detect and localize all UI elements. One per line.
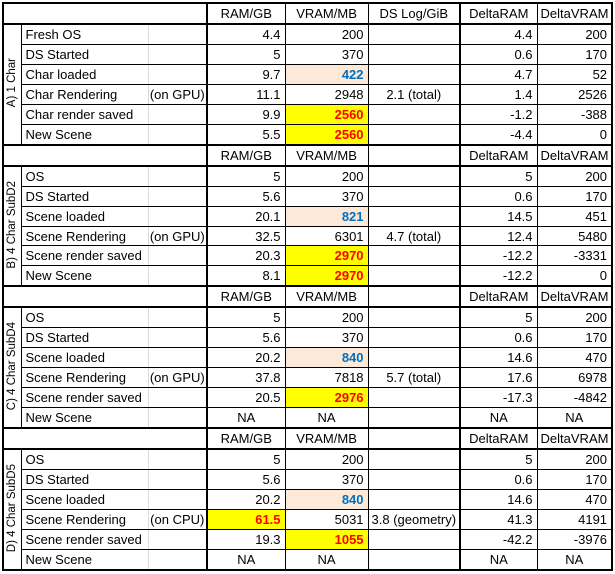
cell-dvram[interactable]: 451 <box>537 206 612 226</box>
cell-dram[interactable]: 5 <box>460 166 537 186</box>
row-label-cell[interactable]: Scene Rendering <box>21 368 148 388</box>
cell-ram[interactable]: 4.4 <box>207 24 285 44</box>
render-device-note-cell[interactable] <box>148 470 207 490</box>
cell-dram[interactable]: -1.2 <box>460 104 537 124</box>
cell-dvram[interactable]: 6978 <box>537 368 612 388</box>
render-device-note-cell[interactable] <box>148 186 207 206</box>
cell-dslog[interactable] <box>368 328 460 348</box>
section-label-cell[interactable] <box>3 307 21 428</box>
section-header-row <box>3 3 612 24</box>
col-header-vram[interactable]: VRAM/MB <box>285 286 368 307</box>
cell-dram[interactable]: 14.6 <box>460 348 537 368</box>
cell-dslog[interactable]: 2.1 (total) <box>368 84 460 104</box>
data-row <box>3 408 612 428</box>
cell-dram[interactable]: 12.4 <box>460 226 537 246</box>
cell-vram[interactable]: 2560 <box>285 104 368 124</box>
cell-dvram[interactable]: 2526 <box>537 84 612 104</box>
cell-dslog[interactable] <box>368 24 460 44</box>
cell-dram[interactable]: 41.3 <box>460 509 537 529</box>
cell-dram[interactable]: 0.6 <box>460 44 537 64</box>
cell-vram[interactable]: 200 <box>285 449 368 469</box>
cell-vram[interactable]: 422 <box>285 64 368 84</box>
cell-dslog[interactable] <box>368 166 460 186</box>
render-device-note-cell[interactable]: (on GPU) <box>148 84 207 104</box>
col-header-dvram[interactable]: DeltaVRAM <box>537 428 612 449</box>
cell-dram[interactable]: NA <box>460 408 537 428</box>
cell-dslog[interactable] <box>368 206 460 226</box>
row-label-cell[interactable]: New Scene <box>21 124 148 144</box>
cell-dslog[interactable] <box>368 124 460 144</box>
render-device-note-cell[interactable]: (on CPU) <box>148 509 207 529</box>
col-header-dslog[interactable] <box>368 145 460 166</box>
cell-dvram[interactable]: 5480 <box>537 226 612 246</box>
cell-dslog[interactable] <box>368 64 460 84</box>
data-row <box>3 470 612 490</box>
data-row <box>3 509 612 529</box>
section-label-text: D) 4 Char SubD5 <box>5 463 18 553</box>
cell-dram[interactable]: 4.4 <box>460 24 537 44</box>
render-device-note-cell[interactable] <box>148 449 207 469</box>
cell-dvram[interactable]: 0 <box>537 124 612 144</box>
cell-dvram[interactable]: NA <box>537 549 612 570</box>
cell-vram[interactable]: 200 <box>285 166 368 186</box>
render-device-note-cell[interactable] <box>148 24 207 44</box>
data-row <box>3 84 612 104</box>
cell-ram[interactable]: 20.5 <box>207 388 285 408</box>
col-header-vram[interactable]: VRAM/MB <box>285 145 368 166</box>
header-spacer-cell[interactable] <box>3 3 207 24</box>
cell-dvram[interactable]: -3331 <box>537 246 612 266</box>
cell-dvram[interactable]: 200 <box>537 24 612 44</box>
cell-dslog[interactable] <box>368 470 460 490</box>
cell-vram[interactable]: 2560 <box>285 124 368 144</box>
row-label-cell[interactable]: New Scene <box>21 408 148 428</box>
row-label-cell[interactable]: OS <box>21 449 148 469</box>
data-row <box>3 368 612 388</box>
data-row <box>3 246 612 266</box>
row-label-cell[interactable]: OS <box>21 307 148 327</box>
cell-dslog[interactable] <box>368 408 460 428</box>
render-device-note-cell[interactable] <box>148 166 207 186</box>
data-row <box>3 307 612 327</box>
section-label-text: C) 4 Char SubD4 <box>5 322 18 411</box>
row-label-cell[interactable]: Fresh OS <box>21 24 148 44</box>
cell-dvram[interactable]: 470 <box>537 348 612 368</box>
cell-dvram[interactable]: NA <box>537 408 612 428</box>
row-label-cell[interactable]: Char render saved <box>21 104 148 124</box>
cell-dslog[interactable] <box>368 449 460 469</box>
cell-dram[interactable]: 4.7 <box>460 64 537 84</box>
section-label-cell[interactable] <box>3 24 21 145</box>
col-header-dram[interactable]: DeltaRAM <box>460 145 537 166</box>
cell-vram[interactable]: NA <box>285 408 368 428</box>
render-device-note-cell[interactable] <box>148 549 207 570</box>
cell-dram[interactable]: NA <box>460 549 537 570</box>
data-row <box>3 266 612 286</box>
cell-ram[interactable]: 20.3 <box>207 246 285 266</box>
cell-dslog[interactable] <box>368 549 460 570</box>
cell-dslog[interactable] <box>368 529 460 549</box>
cell-dram[interactable]: 1.4 <box>460 84 537 104</box>
render-device-note-cell[interactable] <box>148 44 207 64</box>
cell-dram[interactable]: 14.5 <box>460 206 537 226</box>
cell-ram[interactable]: 8.1 <box>207 266 285 286</box>
cell-ram[interactable]: 9.9 <box>207 104 285 124</box>
row-label-cell[interactable]: Char loaded <box>21 64 148 84</box>
render-device-note-cell[interactable] <box>148 348 207 368</box>
render-device-note-cell[interactable] <box>148 266 207 286</box>
cell-dslog[interactable] <box>368 104 460 124</box>
cell-dram[interactable]: 17.6 <box>460 368 537 388</box>
cell-dram[interactable]: 0.6 <box>460 470 537 490</box>
data-row <box>3 328 612 348</box>
cell-vram[interactable]: 2970 <box>285 266 368 286</box>
row-label-cell[interactable]: Scene loaded <box>21 348 148 368</box>
cell-vram[interactable]: 6301 <box>285 226 368 246</box>
cell-dram[interactable]: 14.6 <box>460 489 537 509</box>
render-device-note-cell[interactable]: (on GPU) <box>148 226 207 246</box>
cell-ram[interactable]: 20.2 <box>207 489 285 509</box>
cell-ram[interactable]: 5 <box>207 449 285 469</box>
section-label-cell[interactable] <box>3 166 21 287</box>
data-row <box>3 489 612 509</box>
row-label-cell[interactable]: DS Started <box>21 44 148 64</box>
cell-vram[interactable]: 840 <box>285 348 368 368</box>
col-header-vram[interactable]: VRAM/MB <box>285 3 368 24</box>
render-device-note-cell[interactable] <box>148 489 207 509</box>
cell-dslog[interactable] <box>368 44 460 64</box>
render-device-note-cell[interactable] <box>148 388 207 408</box>
render-device-note-cell[interactable] <box>148 529 207 549</box>
render-device-note-cell[interactable] <box>148 104 207 124</box>
cell-ram[interactable]: 5.6 <box>207 186 285 206</box>
col-header-ram[interactable]: RAM/GB <box>207 145 285 166</box>
cell-vram[interactable]: 200 <box>285 307 368 327</box>
row-label-cell[interactable]: Scene render saved <box>21 246 148 266</box>
cell-dvram[interactable]: 200 <box>537 307 612 327</box>
col-header-dram[interactable]: DeltaRAM <box>460 3 537 24</box>
row-label-cell[interactable]: OS <box>21 166 148 186</box>
col-header-dslog[interactable] <box>368 286 460 307</box>
cell-dram[interactable]: 5 <box>460 307 537 327</box>
data-row <box>3 449 612 469</box>
cell-ram[interactable]: 11.1 <box>207 84 285 104</box>
cell-vram[interactable]: 821 <box>285 206 368 226</box>
row-label-cell[interactable]: DS Started <box>21 470 148 490</box>
table-body <box>3 3 612 570</box>
cell-dvram[interactable]: 200 <box>537 166 612 186</box>
row-label-cell[interactable]: Scene Rendering <box>21 226 148 246</box>
cell-ram[interactable]: 5 <box>207 166 285 186</box>
row-label-cell[interactable]: Char Rendering <box>21 84 148 104</box>
cell-dram[interactable]: 0.6 <box>460 328 537 348</box>
cell-ram[interactable]: NA <box>207 549 285 570</box>
render-device-note-cell[interactable] <box>148 124 207 144</box>
header-spacer-cell[interactable] <box>3 145 207 166</box>
cell-ram[interactable]: 61.5 <box>207 509 285 529</box>
col-header-ram[interactable]: RAM/GB <box>207 428 285 449</box>
cell-dslog[interactable]: 4.7 (total) <box>368 226 460 246</box>
row-label-cell[interactable]: Scene Rendering <box>21 509 148 529</box>
cell-vram[interactable]: 370 <box>285 328 368 348</box>
row-label-cell[interactable]: DS Started <box>21 186 148 206</box>
render-device-note-cell[interactable] <box>148 307 207 327</box>
cell-dvram[interactable]: -4842 <box>537 388 612 408</box>
section-header-row <box>3 145 612 166</box>
data-row <box>3 529 612 549</box>
col-header-dvram[interactable]: DeltaVRAM <box>537 286 612 307</box>
row-label-cell[interactable]: DS Started <box>21 328 148 348</box>
cell-dram[interactable]: -12.2 <box>460 246 537 266</box>
data-row <box>3 24 612 44</box>
col-header-dslog[interactable] <box>368 428 460 449</box>
cell-dvram[interactable]: 200 <box>537 449 612 469</box>
cell-dram[interactable]: -4.4 <box>460 124 537 144</box>
cell-vram[interactable]: 200 <box>285 24 368 44</box>
cell-ram[interactable]: 32.5 <box>207 226 285 246</box>
col-header-ram[interactable]: RAM/GB <box>207 286 285 307</box>
header-spacer-cell[interactable] <box>3 428 207 449</box>
cell-dslog[interactable] <box>368 246 460 266</box>
data-row <box>3 124 612 144</box>
row-label-cell[interactable]: Scene loaded <box>21 206 148 226</box>
section-label-cell[interactable] <box>3 449 21 570</box>
cell-ram[interactable]: 9.7 <box>207 64 285 84</box>
cell-dvram[interactable]: 470 <box>537 489 612 509</box>
cell-dslog[interactable]: 5.7 (total) <box>368 368 460 388</box>
cell-dslog[interactable] <box>368 348 460 368</box>
cell-ram[interactable]: 5 <box>207 307 285 327</box>
row-label-cell[interactable]: Scene loaded <box>21 489 148 509</box>
col-header-ram[interactable]: RAM/GB <box>207 3 285 24</box>
col-header-dvram[interactable]: DeltaVRAM <box>537 3 612 24</box>
cell-dslog[interactable] <box>368 388 460 408</box>
cell-ram[interactable]: 20.1 <box>207 206 285 226</box>
data-row <box>3 64 612 84</box>
cell-ram[interactable]: 19.3 <box>207 529 285 549</box>
cell-dvram[interactable]: 0 <box>537 266 612 286</box>
cell-ram[interactable]: 5.5 <box>207 124 285 144</box>
data-row <box>3 348 612 368</box>
cell-ram[interactable]: 5.6 <box>207 470 285 490</box>
col-header-dslog[interactable]: DS Log/GiB <box>368 3 460 24</box>
cell-ram[interactable]: 37.8 <box>207 368 285 388</box>
cell-ram[interactable]: 5.6 <box>207 328 285 348</box>
cell-ram[interactable]: 5 <box>207 44 285 64</box>
cell-vram[interactable]: 2976 <box>285 388 368 408</box>
cell-dvram[interactable]: 170 <box>537 328 612 348</box>
cell-dvram[interactable]: 170 <box>537 186 612 206</box>
col-header-dram[interactable]: DeltaRAM <box>460 428 537 449</box>
cell-ram[interactable]: NA <box>207 408 285 428</box>
row-label-cell[interactable]: Scene render saved <box>21 388 148 408</box>
cell-dram[interactable]: 0.6 <box>460 186 537 206</box>
col-header-vram[interactable]: VRAM/MB <box>285 428 368 449</box>
cell-dslog[interactable]: 3.8 (geometry) <box>368 509 460 529</box>
render-device-note-cell[interactable] <box>148 408 207 428</box>
cell-dram[interactable]: -12.2 <box>460 266 537 286</box>
col-header-dram[interactable]: DeltaRAM <box>460 286 537 307</box>
cell-dslog[interactable] <box>368 266 460 286</box>
render-device-note-cell[interactable]: (on GPU) <box>148 368 207 388</box>
cell-vram[interactable]: 370 <box>285 186 368 206</box>
cell-dvram[interactable]: 170 <box>537 470 612 490</box>
cell-dram[interactable]: 5 <box>460 449 537 469</box>
data-row <box>3 206 612 226</box>
cell-dslog[interactable] <box>368 489 460 509</box>
section-header-row <box>3 428 612 449</box>
cell-dram[interactable]: -17.3 <box>460 388 537 408</box>
cell-vram[interactable]: 1055 <box>285 529 368 549</box>
section-label-text: A) 1 Char <box>5 58 18 108</box>
data-row <box>3 104 612 124</box>
data-row <box>3 166 612 186</box>
data-row <box>3 549 612 570</box>
cell-dvram[interactable]: 170 <box>537 44 612 64</box>
cell-vram[interactable]: 2948 <box>285 84 368 104</box>
header-spacer-cell[interactable] <box>3 286 207 307</box>
cell-dvram[interactable]: 52 <box>537 64 612 84</box>
cell-vram[interactable]: 7818 <box>285 368 368 388</box>
render-device-note-cell[interactable] <box>148 64 207 84</box>
data-row <box>3 44 612 64</box>
cell-vram[interactable]: 370 <box>285 44 368 64</box>
render-device-note-cell[interactable] <box>148 206 207 226</box>
col-header-dvram[interactable]: DeltaVRAM <box>537 145 612 166</box>
row-label-cell[interactable]: Scene render saved <box>21 529 148 549</box>
section-header-row <box>3 286 612 307</box>
cell-dram[interactable]: -42.2 <box>460 529 537 549</box>
cell-dslog[interactable] <box>368 186 460 206</box>
cell-vram[interactable]: 2970 <box>285 246 368 266</box>
cell-vram[interactable]: NA <box>285 549 368 570</box>
row-label-cell[interactable]: New Scene <box>21 549 148 570</box>
data-row <box>3 226 612 246</box>
row-label-cell[interactable]: New Scene <box>21 266 148 286</box>
data-row <box>3 186 612 206</box>
cell-ram[interactable]: 20.2 <box>207 348 285 368</box>
render-device-note-cell[interactable] <box>148 246 207 266</box>
cell-dvram[interactable]: -3976 <box>537 529 612 549</box>
cell-dslog[interactable] <box>368 307 460 327</box>
memory-benchmark-table <box>2 2 613 571</box>
section-label-text: B) 4 Char SubD2 <box>5 180 18 269</box>
cell-vram[interactable]: 370 <box>285 470 368 490</box>
cell-vram[interactable]: 840 <box>285 489 368 509</box>
cell-vram[interactable]: 5031 <box>285 509 368 529</box>
cell-dvram[interactable]: 4191 <box>537 509 612 529</box>
data-row <box>3 388 612 408</box>
render-device-note-cell[interactable] <box>148 328 207 348</box>
cell-dvram[interactable]: -388 <box>537 104 612 124</box>
